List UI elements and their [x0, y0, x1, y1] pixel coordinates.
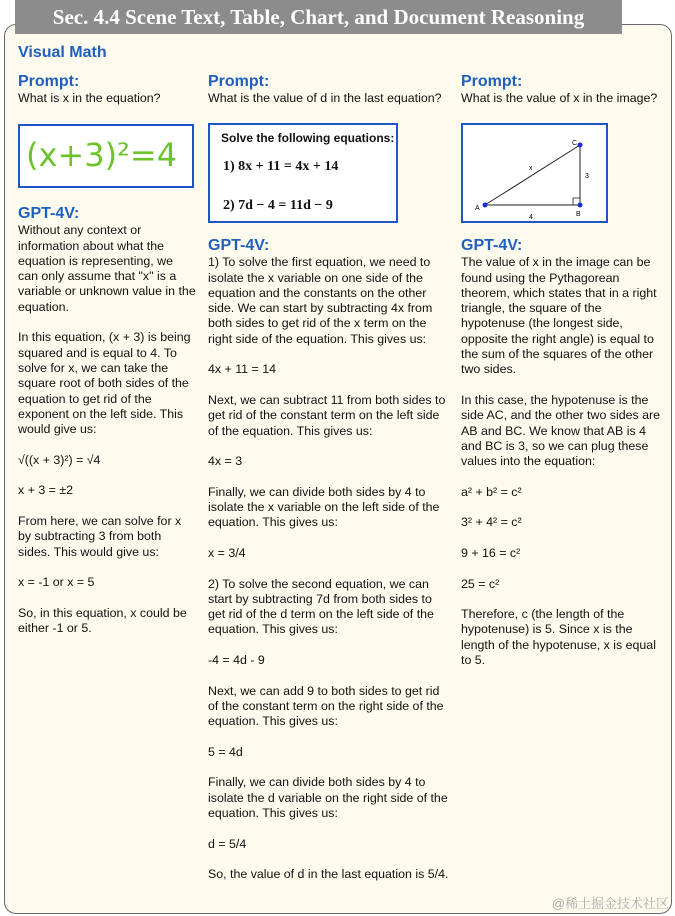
response-paragraph: √((x + 3)²) = √4 [18, 452, 101, 467]
response-paragraph: Without any context or information about what the equation is representing, we can only assume that "x" is a variable or unknown value in the equation. [18, 223, 196, 314]
equation-2: 2) 7d − 4 = 11d − 9 [223, 198, 333, 214]
vertex-c-label: C [572, 140, 578, 148]
triangle-diagram [463, 125, 605, 220]
prompt-text: What is the value of x in the image? [461, 91, 658, 105]
response-paragraph: Finally, we can divide both sides by 4 to isolate the x variable on the left side of the equation. This gives us: [208, 484, 440, 530]
response-paragraph: a² + b² = c² [461, 484, 522, 499]
prompt-label: Prompt: [461, 73, 523, 90]
response-paragraph: So, in this equation, x could be either -1 or 5. [18, 605, 187, 636]
prompt-text: What is the value of d in the last equation? [208, 91, 442, 105]
prompt-label: Prompt: [208, 73, 270, 90]
response-paragraph: x + 3 = ±2 [18, 483, 74, 498]
response-paragraph: 1) To solve the first equation, we need to isolate the x variable on one side of the equation and the constants on the other side. We can start by subtracting 4x from both sides to get rid of the x term on the right side of the equation. This gives us: [208, 255, 433, 346]
triangle-image [461, 123, 608, 223]
response-paragraph: 4x + 11 = 14 [208, 362, 276, 377]
response-paragraph: d = 5/4 [208, 836, 247, 851]
response-paragraph: So, the value of d in the last equation is 5/4. [208, 867, 449, 882]
response-paragraph: In this equation, (x + 3) is being squared and is equal to 4. To solve for x, we can take the square root of both sides of the equation to get rid of the exponent on the left side. This would give us: [18, 330, 191, 437]
response-paragraph: From here, we can solve for x by subtracting 3 from both sides. This would give us: [18, 513, 182, 559]
watermark: @稀土掘金技术社区 [551, 896, 669, 911]
equation-1: 1) 8x + 11 = 4x + 14 [223, 159, 339, 175]
column-equations [208, 72, 452, 898]
response-paragraph: Therefore, c (the length of the hypotenuse) is 5. Since x is the length of the hypotenuse, x is equal to 5. [461, 607, 656, 668]
response-text [18, 223, 196, 636]
side-ab-label: 4 [529, 214, 533, 221]
equation-image [18, 124, 194, 188]
response-paragraph: Finally, we can divide both sides by 4 to isolate the d variable on the right side of the equation. This gives us: [208, 775, 448, 820]
vertex-a-label: A [475, 205, 480, 213]
response-label: GPT-4V: [461, 237, 523, 255]
equations-image [208, 123, 398, 223]
response-paragraph: -4 = 4d - 9 [208, 653, 265, 668]
response-text [461, 255, 669, 668]
response-paragraph: 4x = 3 [208, 454, 243, 469]
hypotenuse-label: x [529, 165, 533, 173]
response-paragraph: 2) To solve the second equation, we can start by subtracting 7d from both sides to get rid of the d term on the left side of the equation. This gives us: [208, 576, 434, 637]
response-label: GPT-4V: [208, 237, 270, 255]
handwritten-equation: (x+3)²=4 [26, 136, 178, 175]
response-paragraph: 3² + 4² = c² [461, 515, 522, 530]
response-paragraph: In this case, the hypotenuse is the side AC, and the other two sides are AB and BC. We know that AB is 4 and BC is 3, so we can plug these values into the equation: [461, 392, 661, 469]
response-paragraph: 9 + 16 = c² [461, 545, 521, 560]
response-paragraph: 5 = 4d [208, 744, 243, 759]
section-banner: Sec. 4.4 Scene Text, Table, Chart, and Document Reasoning [15, 0, 622, 34]
side-bc-label: 3 [585, 173, 589, 181]
response-paragraph: Next, we can subtract 11 from both sides to get rid of the constant term on the left side of the equation. This gives us: [208, 392, 446, 438]
vertex-b-label: B [576, 211, 581, 219]
response-text [208, 255, 452, 882]
prompt-label: Prompt: [18, 73, 80, 90]
response-label: GPT-4V: [18, 205, 80, 223]
response-paragraph: x = 3/4 [208, 545, 246, 560]
response-paragraph: Next, we can add 9 to both sides to get rid of the constant term on the right side of the equation. This gives us: [208, 683, 444, 729]
prompt-text: What is x in the equation? [18, 91, 161, 105]
response-paragraph: x = -1 or x = 5 [18, 575, 95, 590]
response-paragraph: 25 = c² [461, 576, 500, 591]
section-title: Visual Math [18, 44, 107, 61]
column-equation [18, 72, 196, 652]
response-paragraph: The value of x in the image can be found using the Pythagorean theorem, which states that in a right triangle, the square of the hypotenuse (the longest side, opposite the right angle) is equal to the sum of the squares of the other two sides. [461, 255, 657, 377]
equations-heading: Solve the following equations: [221, 131, 395, 146]
column-triangle [461, 72, 669, 684]
